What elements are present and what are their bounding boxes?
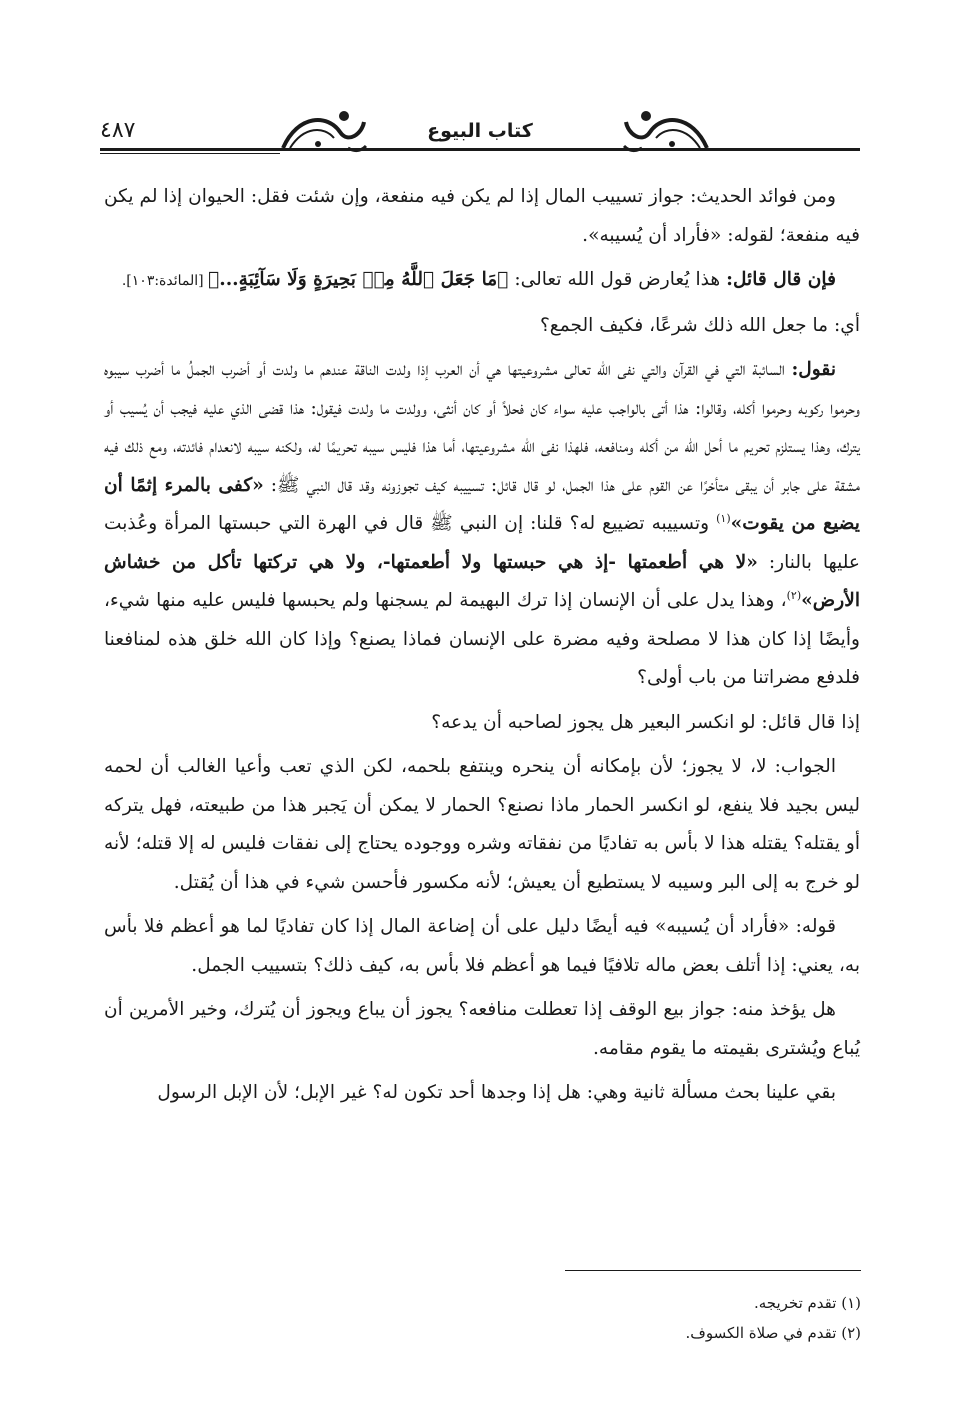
paragraph-3-lead: نقول: — [791, 359, 836, 380]
page-body — [104, 178, 860, 1119]
header-rule — [100, 148, 860, 151]
footnotes — [261, 1288, 861, 1348]
footnote-ref-1: (١) — [716, 511, 731, 525]
footnote-divider — [565, 1270, 861, 1271]
paragraph-3 — [104, 351, 860, 698]
hadith-quote-1: «كفى بالمرء إثمًا أن يضيع من يقوت» — [104, 474, 860, 534]
page-title: كتاب البيوع — [427, 120, 533, 142]
paragraph-7: هل يؤخذ منه: جواز بيع الوقف إذا تعطلت منافعه؟ يجوز أن يباع ويجوز أن يُترك، وخير الأمرين أن يُباع ويُشترى بقيمته ما يقوم مقامه. — [104, 999, 860, 1059]
paragraph-3-text-a: السائبة التي في القرآن والتي نفى الله تعالى مشروعيتها هي أن العرب إذا ولدت الناقة عندهم ما ولدت أو أضرب الجملُ ما أضرب سيبوه وحرموا ركوبه وحرموا أكله، وقالوا: هذا أتى بالواجب عليه سواء كان فحلاً أو كان أنثى، وولدت ما ولدت فيقول: هذا قضى الذي عليه فيجب أن يُسيب أو يترك، وهذا يستلزم تحريم ما أحل الله من أكله ومنافعه، فلهذا نفى الله مشروعيتها، أما هذا فليس سيبه تحريمًا له، ولكنه سيبه لانعدام فائدته، ومع ذلك فيه مشقة على جابر أن يبقى متأخرًا عن القوم على هذا الجمل، لو قال قائل: تسييبه كيف تجوزونه وقد قال النبي ﷺ: — [104, 359, 860, 496]
page-number: ٤٨٧ — [100, 118, 136, 143]
paragraph-5: الجواب: لا، لا يجوز؛ لأن بإمكانه أن ينحره وينتفع بلحمه، لكن الذي تعب وأعيا الغالب أن لحمه ليس بجيد فلا ينفع، لو انكسر الحمار ماذا نصنع؟ الحمار لا يمكن أن يَجبر هذا من طبيعته، فهل يتركه أو يقتله؟ يقتله هذا لا بأس به تفاديًا من نفقاته وشره ووجوده يحتاج إلى نفقات فليس له إلا قتله؛ لأنه لو خرج به إلى البر وسيبه لا يستطيع أن يعيش؛ لأنه مكسور فأحسن شيء في هذا أن يُقتل. — [104, 756, 860, 893]
quran-verse: ﴿مَا جَعَلَ ٱللَّهُ مِنۢ بَحِيرَةٍ وَلَا سَآئِبَةٍ...﴾ — [208, 269, 509, 290]
footnote-2: (٢) تقدم في صلاة الكسوف. — [685, 1324, 861, 1342]
right-ornament-icon — [622, 104, 712, 162]
paragraph-4: إذا قال قائل: لو انكسر البعير هل يجوز لصاحبه أن يدعه؟ — [431, 711, 860, 733]
hadith-quote-2: «لا هي أطعمتها -إذ هي حبستها ولا أطعمتها-، ولا هي تركتها تأكل من خشاش الأرض» — [104, 551, 860, 611]
paragraph-2-lead: فإن قال قائل: — [726, 269, 836, 290]
paragraph-3-text-b: وتسييبه تضييع له؟ قلنا: إن النبي ﷺ قال في الهرة التي حبستها المرأة وعُذبت عليها بالنار: — [104, 513, 860, 573]
left-ornament-icon — [278, 104, 368, 162]
footnote-ref-2: (٢) — [786, 588, 802, 602]
page-header — [100, 104, 860, 166]
paragraph-6: قوله: «فأراد أن يُسيبه» فيه أيضًا دليل على أن إضاعة المال إذا كان تفاديًا لما هو أعظم فلا بأس به، يعني: إذا أتلف بعض ماله تلافيًا فيما هو أعظم فلا بأس به، كيف ذلك؟ بتسييب الجمل. — [104, 916, 860, 976]
footnote-1: (١) تقدم تخريجه. — [753, 1294, 861, 1312]
paragraph-8: بقي علينا بحث مسألة ثانية وهي: هل إذا وجدها أحد تكون له؟ غير الإبل؛ لأن الإبل الرسول — [157, 1082, 836, 1103]
paragraph-3-text-c: ، وهذا يدل على أن الإنسان إذا ترك البهيمة لم يسجنها ولم يحبسها فليس عليه منها شيء، وأيضًا إذا كان هذا لا مصلحة وفيه مضرة على الإنسان فماذا يصنع؟ وإذا كان الله خلق هذه لمنافعنا فلدفع مضراتنا من باب أولى؟ — [104, 590, 860, 688]
paragraph-1: ومن فوائد الحديث: جواز تسييب المال إذا لم يكن فيه منفعة، وإن شئت فقل: الحيوان إذا لم يكن فيه منفعة؛ لقوله: «فأراد أن يُسيبه». — [104, 186, 860, 246]
paragraph-2 — [104, 261, 860, 301]
paragraph-2-tail: أي: ما جعل الله ذلك شرعًا، فكيف الجمع؟ — [539, 314, 860, 336]
paragraph-2-text: هذا يُعارض قول الله تعالى: — [508, 269, 727, 290]
header-rule-secondary — [100, 153, 280, 154]
verse-reference: [المائدة:١٠٣]. — [121, 273, 209, 289]
